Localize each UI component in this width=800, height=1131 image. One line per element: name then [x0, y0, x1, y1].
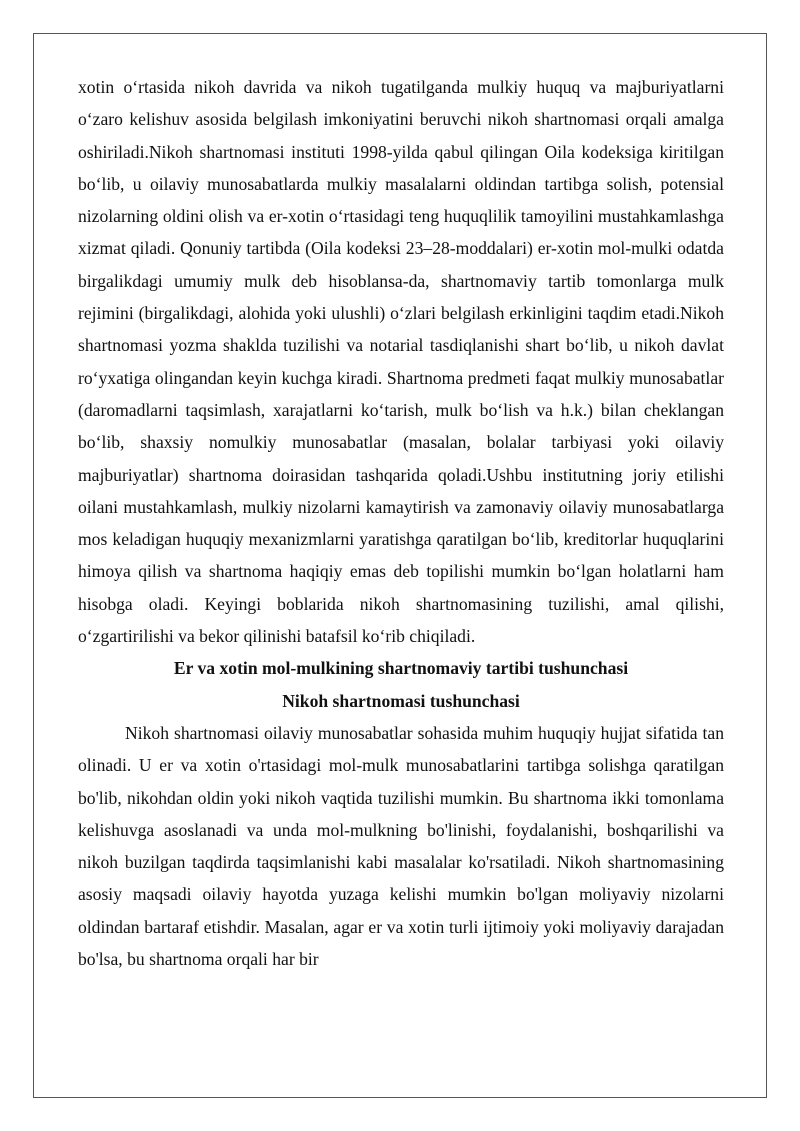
section-heading: Er va xotin mol-mulkining shartnomaviy tartibi tushunchasi	[173, 658, 629, 679]
body-paragraph: Nikoh shartnomasi oilaviy munosabatlar sohasida muhim huquqiy hujjat sifatida tan olinadi. U er va xotin o'rtasidagi mol-mulk munosabatlarini tartibga solishga qaratilgan bo'lib, nikohdan oldin yoki nikoh vaqtida tuzilishi mumkin. Bu shartnoma ikki tomonlama kelishuvga asoslanadi va unda mol-mulkning bo'linishi, foydalanishi, boshqarilishi va nikoh buzilgan taqdirda taqsimlanishi kabi masalalar ko'rsatiladi. Nikoh shartnomasining asosiy maqsadi oilaviy hayotda yuzaga kelishi mumkin bo'lgan moliyaviy nizolarni oldindan bartaraf etishdir. Masalan, agar er va xotin turli ijtimoiy yoki moliyaviy darajadan bo'lsa, bu shartnoma orqali har bir	[78, 722, 724, 970]
subsection-heading: Nikoh shartnomasi tushunchasi	[282, 690, 520, 711]
document-body	[78, 71, 724, 975]
intro-paragraph: xotin o‘rtasida nikoh davrida va nikoh tugatilganda mulkiy huquq va majburiyatlarni o‘zaro kelishuv asosida belgilash imkoniyatini beruvchi nikoh shartnomasi orqali amalga oshiriladi.Nikoh shartnomasi instituti 1998-yilda qabul qilingan Oila kodeksiga kiritilgan bo‘lib, u oilaviy munosabatlarda mulkiy masalalarni oldindan tartibga solish, potensial nizolarning oldini olish va er-xotin o‘rtasidagi teng huquqlilik tamoyilini mustahkamlashga xizmat qiladi. Qonuniy tartibda (Oila kodeksi 23–28-moddalari) er-xotin mol-mulki odatda birgalikdagi umumiy mulk deb hisoblansa-da, shartnomaviy tartib tomonlarga mulk rejimini (birgalikdagi, alohida yoki ulushli) o‘zlari belgilash erkinligini taqdim etadi.Nikoh shartnomasi yozma shaklda tuzilishi va notarial tasdiqlanishi shart bo‘lib, u nikoh davlat ro‘yxatiga olingandan keyin kuchga kiradi. Shartnoma predmeti faqat mulkiy munosabatlar (daromadlarni taqsimlash, xarajatlarni ko‘tarish, mulk bo‘lish va h.k.) bilan cheklangan bo‘lib, shaxsiy nomulkiy munosabatlar (masalan, bolalar tarbiyasi yoki oilaviy majburiyatlar) shartnoma doirasidan tashqarida qoladi.Ushbu institutning joriy etilishi oilani mustahkamlash, mulkiy nizolarni kamaytirish va zamonaviy oilaviy munosabatlarga mos keladigan huquqiy mexanizmlarni yaratishga qaratilgan bo‘lib, kreditorlar huquqlarini himoya qilish va shartnoma haqiqiy emas deb topilishi mumkin bo‘lgan holatlarni ham hisobga oladi. Keyingi boblarida nikoh shartnomasining tuzilishi, amal qilishi, o‘zgartirilishi va bekor qilinishi batafsil ko‘rib chiqiladi.	[78, 77, 724, 647]
